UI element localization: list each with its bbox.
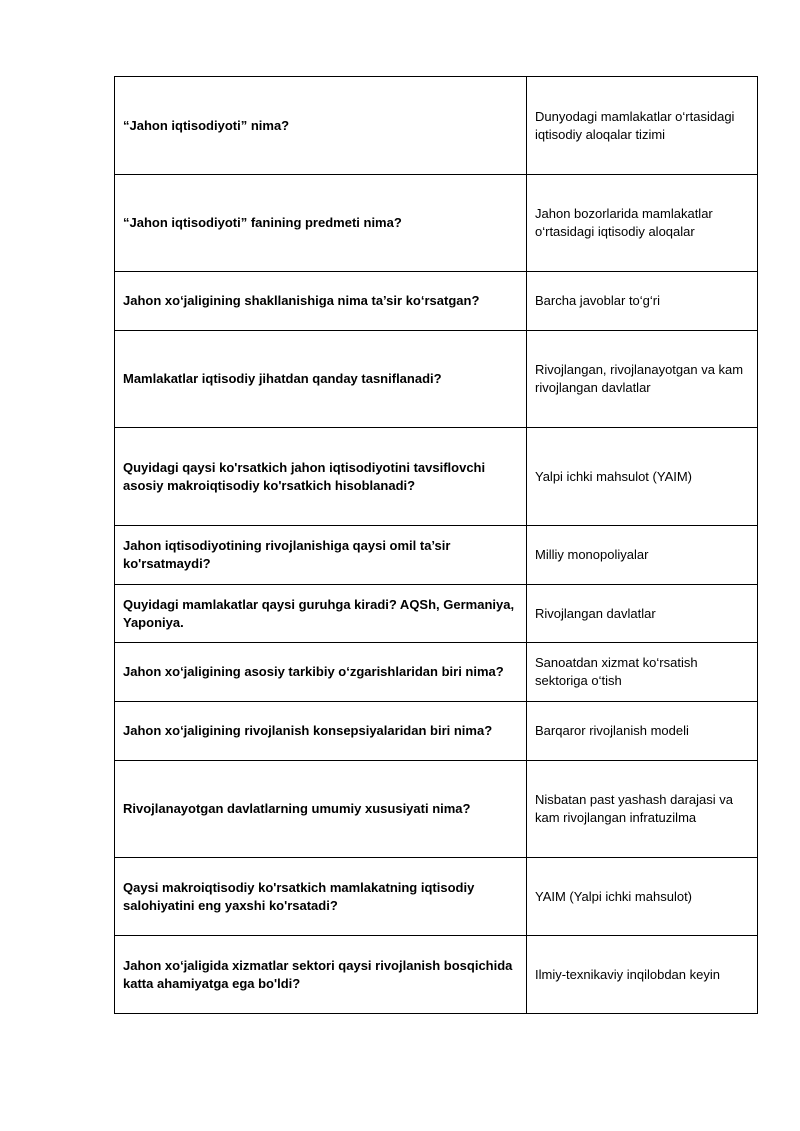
table-row — [115, 585, 758, 643]
table-row — [115, 77, 758, 175]
answer-cell: Rivojlangan davlatlar — [527, 585, 758, 643]
question-cell: Jahon xo‘jaligining rivojlanish konsepsiyalaridan biri nima? — [115, 702, 527, 761]
answer-cell: Barqaror rivojlanish modeli — [527, 702, 758, 761]
answer-cell: Yalpi ichki mahsulot (YAIM) — [527, 428, 758, 526]
question-cell: “Jahon iqtisodiyoti” nima? — [115, 77, 527, 175]
answer-cell: Milliy monopoliyalar — [527, 526, 758, 585]
table-row — [115, 936, 758, 1014]
question-cell: Quyidagi mamlakatlar qaysi guruhga kiradi? AQSh, Germaniya, Yaponiya. — [115, 585, 527, 643]
question-cell: Jahon xo‘jaligining asosiy tarkibiy o‘zgarishlaridan biri nima? — [115, 643, 527, 702]
table-row — [115, 331, 758, 428]
answer-cell: Nisbatan past yashash darajasi va kam rivojlangan infratuzilma — [527, 761, 758, 858]
table-row — [115, 175, 758, 272]
question-cell: Quyidagi qaysi ko'rsatkich jahon iqtisodiyotini tavsiflovchi asosiy makroiqtisodiy ko'rsatkich hisoblanadi? — [115, 428, 527, 526]
answer-cell: Ilmiy-texnikaviy inqilobdan keyin — [527, 936, 758, 1014]
table-row — [115, 761, 758, 858]
table-row — [115, 526, 758, 585]
answer-cell: YAIM (Yalpi ichki mahsulot) — [527, 858, 758, 936]
table-row — [115, 643, 758, 702]
answer-cell: Barcha javoblar to‘g‘ri — [527, 272, 758, 331]
question-answer-table — [114, 76, 758, 1014]
answer-cell: Sanoatdan xizmat ko‘rsatish sektoriga o‘tish — [527, 643, 758, 702]
question-cell: Qaysi makroiqtisodiy ko'rsatkich mamlakatning iqtisodiy salohiyatini eng yaxshi ko'rsatadi? — [115, 858, 527, 936]
answer-cell: Dunyodagi mamlakatlar o‘rtasidagi iqtisodiy aloqalar tizimi — [527, 77, 758, 175]
table-row — [115, 428, 758, 526]
question-cell: Jahon xo‘jaligining shakllanishiga nima ta’sir ko‘rsatgan? — [115, 272, 527, 331]
question-cell: Rivojlanayotgan davlatlarning umumiy xususiyati nima? — [115, 761, 527, 858]
table-row — [115, 702, 758, 761]
answer-cell: Rivojlangan, rivojlanayotgan va kam rivojlangan davlatlar — [527, 331, 758, 428]
table-row — [115, 272, 758, 331]
question-cell: Jahon xo‘jaligida xizmatlar sektori qaysi rivojlanish bosqichida katta ahamiyatga ega bo'ldi? — [115, 936, 527, 1014]
table-row — [115, 858, 758, 936]
question-cell: Mamlakatlar iqtisodiy jihatdan qanday tasniflanadi? — [115, 331, 527, 428]
answer-cell: Jahon bozorlarida mamlakatlar o‘rtasidagi iqtisodiy aloqalar — [527, 175, 758, 272]
question-cell: “Jahon iqtisodiyoti” fanining predmeti nima? — [115, 175, 527, 272]
question-cell: Jahon iqtisodiyotining rivojlanishiga qaysi omil ta’sir ko'rsatmaydi? — [115, 526, 527, 585]
